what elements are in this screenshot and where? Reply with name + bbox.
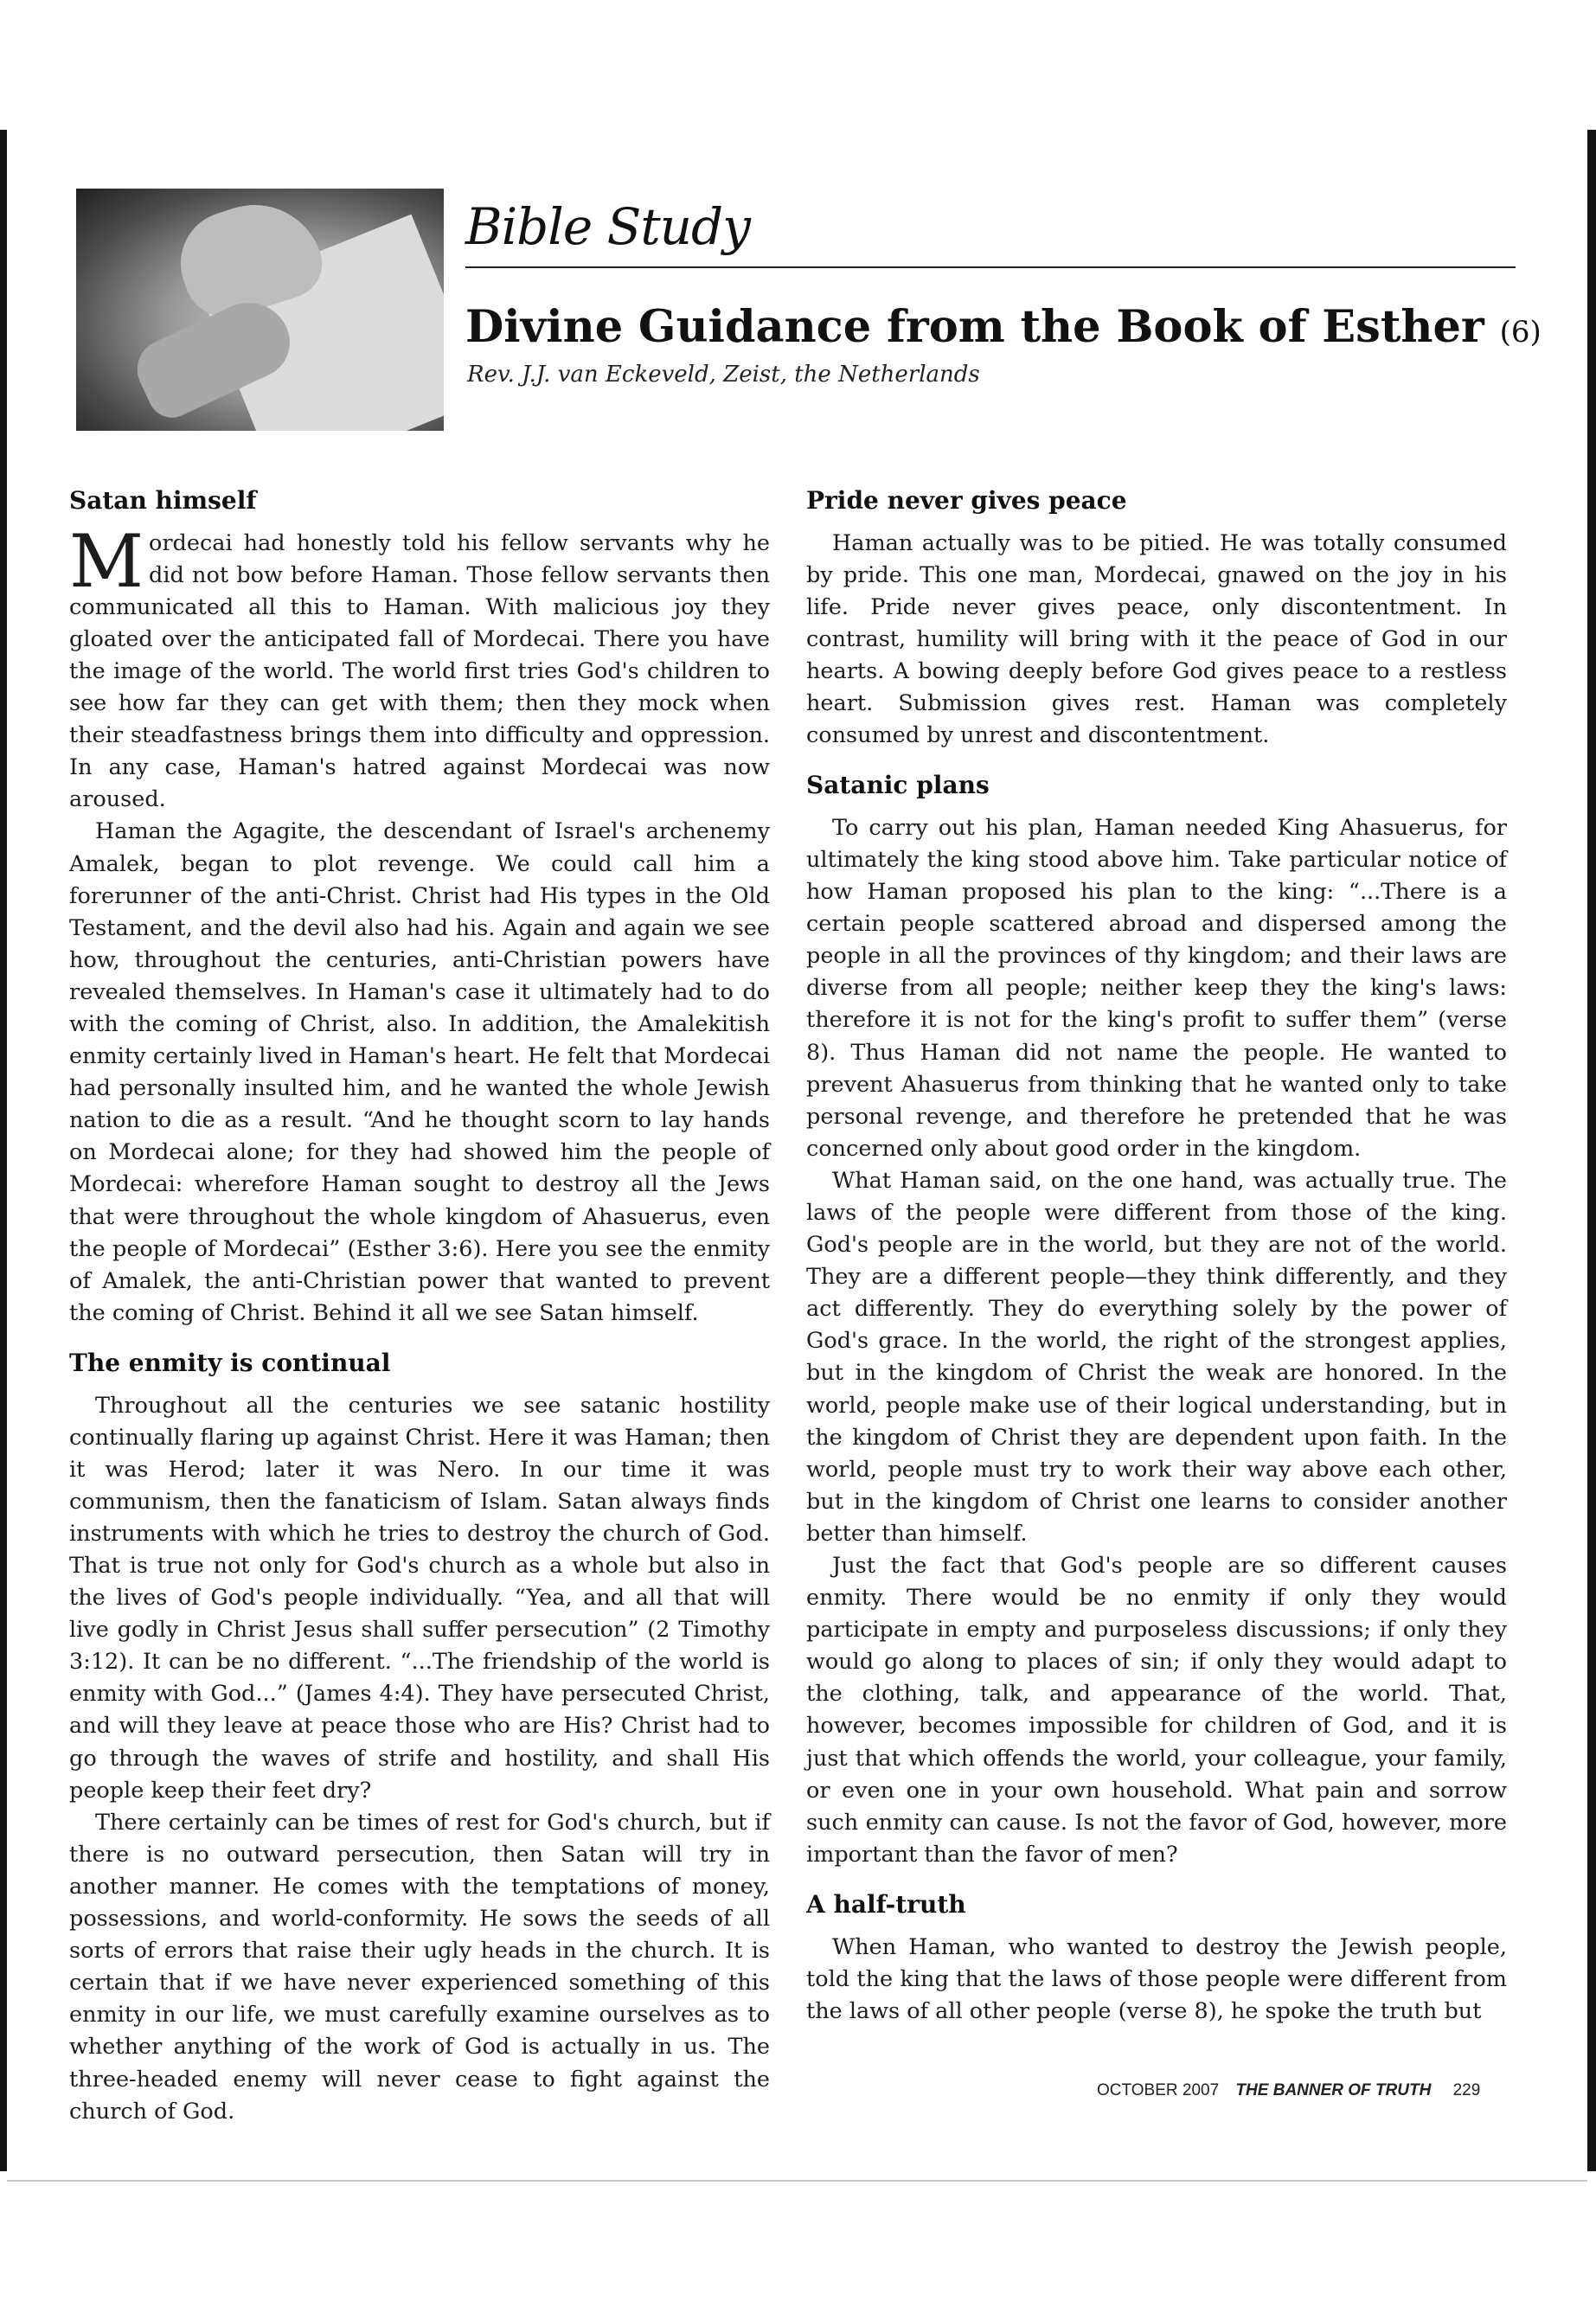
footer-page-number: 229 xyxy=(1452,2081,1481,2099)
paragraph-text: ordecai had honestly told his fellow servants why he did not bow before Haman. Those fellow servants then communicated all this to Haman. With malicious joy they gloated over the anticipated fall of Mordecai. There you have the image of the world. The world first tries God's children to see how far they can get with them; then they mock when their steadfastness brings them into difficulty and oppression. In any case, Haman's hatred against Mordecai was now aroused. xyxy=(69,529,770,813)
paragraph: Haman actually was to be pitied. He was totally consumed by pride. This one man, Mordecai, gnawed on the joy in his life. Pride never gives peace, only discontentment. In contrast, humility will bring with it the peace of God in our hearts. A bowing deeply before God gives peace to a restless heart. Submission gives rest. Haman was completely consumed by unrest and discontentment. xyxy=(806,529,1507,749)
bible-reading-photo xyxy=(76,189,444,431)
heading-half-truth: A half-truth xyxy=(806,1889,966,1919)
drop-cap: M xyxy=(69,518,144,604)
left-column xyxy=(69,486,770,2128)
heading-enmity-continual: The enmity is continual xyxy=(69,1348,391,1377)
heading-satan-himself: Satan himself xyxy=(69,486,257,515)
article-title xyxy=(465,301,1542,353)
footer-issue: OCTOBER 2007 xyxy=(1097,2081,1220,2099)
paragraph: Just the fact that God's people are so different causes enmity. There would be no enmity if only they would participate in empty and purposeless discussions; if only they would go along to places of sin; if only they would adapt to the clothing, talk, and appearance of the world. That, however, becomes impossible for children of God, and it is just that which offends the world, your colleague, your family, or even one in your own household. What pain and sorrow such enmity can cause. Is not the favor of God, however, more important than the favor of men? xyxy=(806,1553,1507,1868)
footer-magazine: THE BANNER OF TRUTH xyxy=(1235,2081,1432,2099)
page-footer xyxy=(1097,2081,1480,2100)
paragraph: What Haman said, on the one hand, was actually true. The laws of the people were different from those of the king. God's people are in the world, but they are not of the world. They are a different people—they think differently, and they act differently. They do everything solely by the power of God's grace. In the world, the right of the strongest applies, but in the kingdom of Christ the weak are honored. In the world, people make use of their logical understanding, but in the kingdom of Christ they are dependent upon faith. In the world, people must try to work their way above each other, but in the kingdom of Christ one learns to consider another better than himself. xyxy=(806,1167,1507,1547)
article-title-text: Divine Guidance from the Book of Esther xyxy=(465,301,1484,353)
right-column xyxy=(806,486,1507,2028)
heading-satanic-plans: Satanic plans xyxy=(806,771,990,800)
paragraph: To carry out his plan, Haman needed King Ahasuerus, for ultimately the king stood above him. Take particular notice of how Haman proposed his plan to the king: “...There is a certain people scattered abroad and dispersed among the people in all the provinces of thy kingdom; and their laws are diverse from all people; neither keep they the king's laws: therefore it is not for the king's profit to suffer them” (verse 8). Thus Haman did not name the people. He wanted to prevent Ahasuerus from thinking that he wanted only to take personal revenge, and therefore he pretended that he was concerned only about good order in the kingdom. xyxy=(806,814,1507,1162)
scan-bottom-rule xyxy=(7,2180,1587,2182)
paragraph: Haman the Agagite, the descendant of Israel's archenemy Amalek, began to plot revenge. We could call him a forerunner of the anti-Christ. Christ had His types in the Old Testament, and the devil also had his. Again and again we see how, throughout the centuries, anti-Christian powers have revealed themselves. In Haman's case it ultimately had to do with the coming of Christ, also. In addition, the Amalekitish enmity certainly lived in Haman's heart. He felt that Mordecai had personally insulted him, and he wanted the whole Jewish nation to die as a result. “And he thought scorn to lay hands on Mordecai alone; for they had showed him the people of Mordecai: wherefore Haman sought to destroy all the Jews that were throughout the whole kingdom of Ahasuerus, even the people of Mordecai” (Esther 3:6). Here you see the enmity of Amalek, the anti-Christian power that wanted to prevent the coming of Christ. Behind it all we see Satan himself. xyxy=(69,818,770,1326)
scan-edge-left xyxy=(0,130,7,2171)
article-part-number: (6) xyxy=(1499,315,1542,349)
heading-pride-never-gives-peace: Pride never gives peace xyxy=(806,486,1127,515)
section-title: Bible Study xyxy=(465,197,750,256)
paragraph: Throughout all the centuries we see satanic hostility continually flaring up against Christ. Here it was Haman; then it was Herod; later it was Nero. In our time it was communism, then the fanaticism of Islam. Satan always finds instruments with which he tries to destroy the church of God. That is true not only for God's church as a whole but also in the lives of God's people individually. “Yea, and all that will live godly in Christ Jesus shall suffer persecution” (2 Timothy 3:12). It can be no different. “...The friendship of the world is enmity with God...” (James 4:4). They have persecuted Christ, and will they leave at peace those who are His? Christ had to go through the waves of strife and hostility, and shall His people keep their feet dry? xyxy=(69,1392,770,1804)
article-author: Rev. J.J. van Eckeveld, Zeist, the Netherlands xyxy=(467,362,980,388)
title-rule xyxy=(465,266,1516,268)
paragraph xyxy=(69,518,770,817)
paragraph: When Haman, who wanted to destroy the Jewish people, told the king that the laws of those people were different from the laws of all other people (verse 8), he spoke the truth but xyxy=(806,1933,1507,2024)
scan-edge-right xyxy=(1587,130,1596,2171)
paragraph: There certainly can be times of rest for God's church, but if there is no outward persecution, then Satan will try in another manner. He comes with the temptations of money, possessions, and world-conformity. He sows the seeds of all sorts of errors that raise their ugly heads in the church. It is certain that if we have never experienced something of this enmity in our life, we must carefully examine ourselves as to whether anything of the work of God is actually in us. The three-headed enemy will never cease to fight against the church of God. xyxy=(69,1809,770,2125)
